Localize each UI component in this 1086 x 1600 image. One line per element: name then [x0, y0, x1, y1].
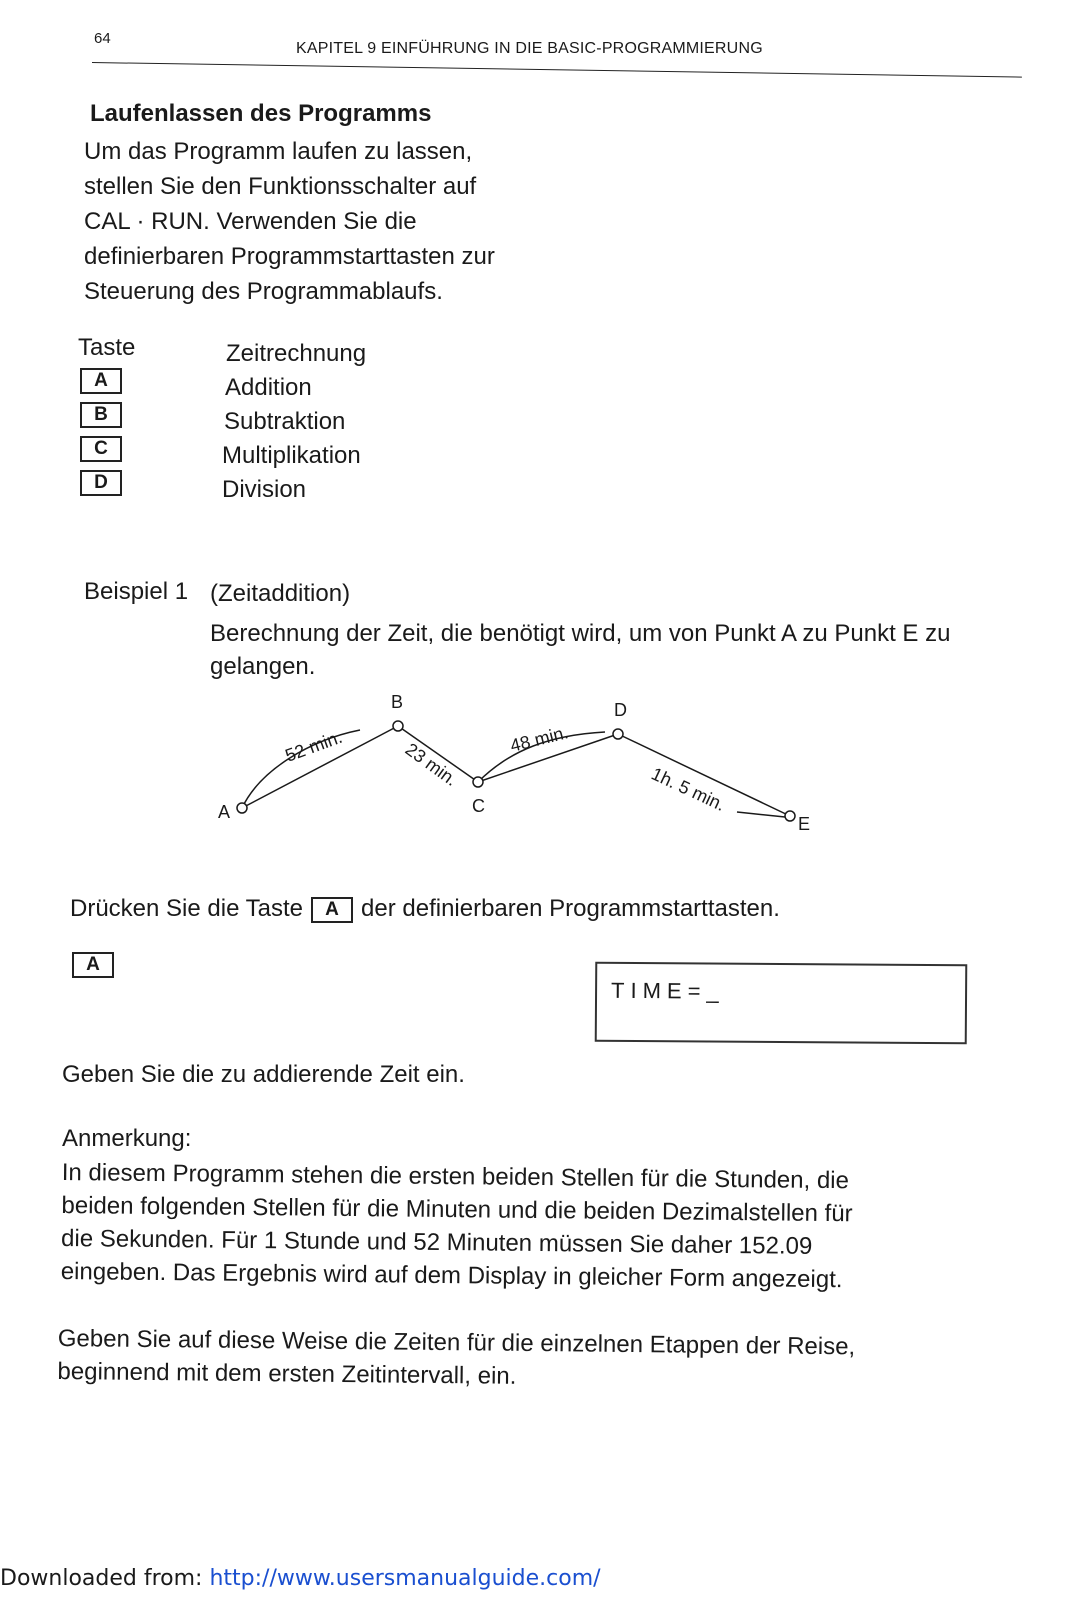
footer-link[interactable]: http://www.usersmanualguide.com/	[209, 1566, 601, 1591]
note-line: In diesem Programm stehen die ersten beiden Stellen für die Stunden, die	[61, 1158, 850, 1195]
closing-line: Geben Sie auf diese Weise die Zeiten für die einzelnen Etappen der Reise,	[57, 1324, 856, 1361]
page-number: 64	[94, 30, 111, 47]
intro-line: CAL · RUN. Verwenden Sie die	[84, 208, 417, 235]
note-line: die Sekunden. Für 1 Stunde und 52 Minuten müssen Sie daher 152.09	[60, 1224, 813, 1260]
intro-paragraph	[84, 134, 604, 309]
note-body	[61, 1156, 962, 1297]
example-label: Beispiel 1	[84, 578, 189, 605]
calculator-display	[595, 962, 968, 1045]
point-b-marker	[393, 721, 403, 731]
key-label: D	[80, 470, 122, 496]
function-subtraction: Subtraktion	[224, 408, 346, 435]
key-label: C	[80, 436, 122, 462]
function-column-header: Zeitrechnung	[226, 340, 367, 367]
header-rule	[92, 62, 1022, 78]
point-d-label: D	[614, 700, 627, 720]
segment-d-e-time: 1h. 5 min.	[648, 763, 729, 816]
point-d-marker	[613, 729, 623, 739]
key-a-cap	[80, 368, 122, 394]
point-e-marker	[785, 811, 795, 821]
point-a-marker	[237, 803, 247, 813]
key-b-cap	[80, 402, 122, 428]
note-line: eingeben. Das Ergebnis wird auf dem Display in gleicher Form angezeigt.	[60, 1257, 843, 1294]
intro-line: stellen Sie den Funktionsschalter auf	[84, 173, 477, 200]
point-c-label: C	[472, 796, 485, 816]
key-label: B	[80, 402, 122, 428]
intro-line: definierbaren Programmstarttasten zur	[84, 243, 495, 270]
function-division: Division	[222, 476, 307, 503]
key-label: A	[80, 368, 122, 394]
segment-c-d-time: 48 min.	[508, 722, 571, 756]
key-d-cap	[80, 470, 122, 496]
point-c-marker	[473, 777, 483, 787]
key-press-indicator	[72, 952, 114, 978]
route-diagram	[210, 690, 830, 840]
display-text: TIME=_	[610, 977, 725, 1004]
closing-line: beginnend mit dem ersten Zeitintervall, ein.	[57, 1357, 517, 1390]
inline-key-a: A	[311, 897, 353, 923]
note-line: beiden folgenden Stellen für die Minuten und die beiden Dezimalstellen für	[61, 1191, 853, 1228]
point-a-label: A	[218, 802, 231, 822]
instruction-before: Drücken Sie die Taste	[70, 895, 304, 922]
enter-instruction: Geben Sie die zu addierende Zeit ein.	[62, 1061, 465, 1088]
function-multiplication: Multiplikation	[222, 442, 361, 469]
function-addition: Addition	[225, 374, 312, 401]
segment-b-c-time: 23 min.	[401, 739, 462, 790]
footer-prefix: Downloaded from:	[0, 1566, 210, 1591]
running-title: KAPITEL 9 EINFÜHRUNG IN DIE BASIC-PROGRAMMIERUNG	[296, 40, 763, 57]
note-title: Anmerkung:	[62, 1125, 192, 1152]
closing-paragraph	[57, 1322, 958, 1397]
intro-line: Steuerung des Programmablaufs.	[84, 278, 443, 305]
key-column-header: Taste	[78, 334, 136, 361]
instruction-line	[70, 895, 780, 923]
section-title: Laufenlassen des Programms	[90, 100, 432, 127]
instruction-after: der definierbaren Programmstarttasten.	[361, 895, 780, 922]
point-b-label: B	[391, 692, 404, 712]
download-footer	[0, 1566, 601, 1591]
intro-line: Um das Programm laufen zu lassen,	[84, 138, 473, 165]
example-title: (Zeitaddition)	[210, 580, 351, 607]
key-label: A	[72, 952, 114, 978]
example-description: Berechnung der Zeit, die benötigt wird, um von Punkt A zu Punkt E zu gelangen.	[210, 620, 951, 680]
segment-a-b-time: 52 min.	[282, 726, 345, 766]
point-e-label: E	[798, 814, 811, 834]
key-c-cap	[80, 436, 122, 462]
segment-d-e-tick	[737, 812, 785, 817]
